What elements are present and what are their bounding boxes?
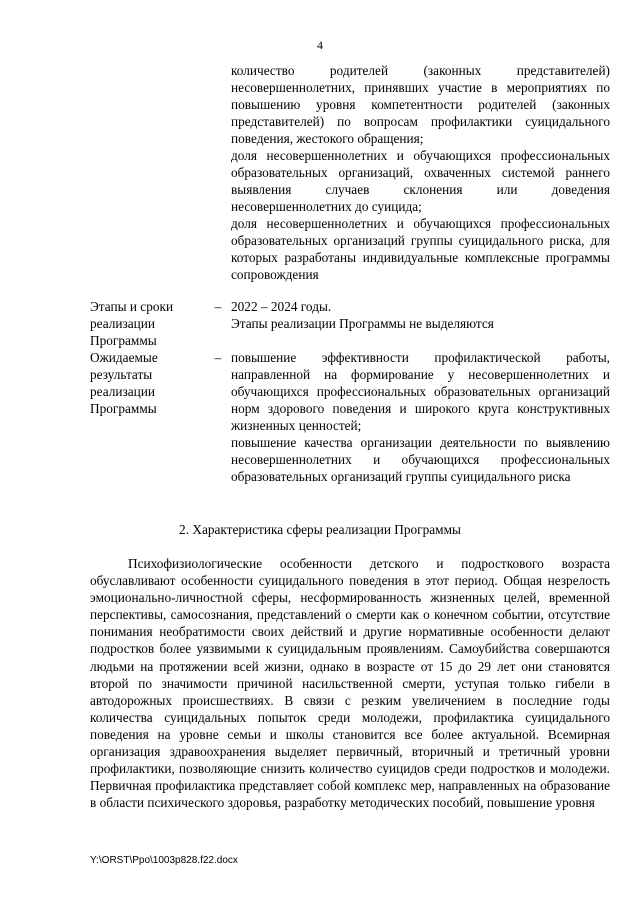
value-paragraph: 2022 – 2024 годы. [231, 299, 332, 314]
row-value [231, 298, 610, 332]
body-paragraph: Психофизиологические особенности детского и подросткового возраста обуславливают особенности суицидального поведения в этот период. Общая незрелость эмоционально-личностной сферы, несформированность жизненных целей, временной перспективы, самосознания, представлений о смерти как о конечном событии, отсутствие понимания необратимости своих действий и другие нормативные особенности делают подростков более уязвимыми к суицидальным проявлениям. Самоубийства совершаются людьми на протяжении всей жизни, однако в возрасте от 15 до 29 лет они становятся второй по значимости причиной насильственной смерти, уступая только гибели в автодорожных происшествиях. В связи с резким увеличением в последние годы количества суицидальных попыток среди молодежи, профилактика суицидального поведения на уровне семьи и школы становится все более актуальной. Всемирная организация здравоохранения выделяет первичный, вторичный и третичный уровни профилактики, позволяющие снизить количество суицидов среди подростков и молодежи. Первичная профилактика представляет собой комплекс мер, направленных на образование в области психического здоровья, разработку методических пособий, повышение уровня [90, 556, 610, 811]
row-label: Этапы и сроки реализации Программы [90, 299, 174, 348]
row-dash: – [214, 350, 222, 365]
footer-file-path: Y:\ORST\Ppo\1003p828.f22.docx [90, 855, 238, 866]
row-value [231, 349, 610, 485]
indicator-paragraph: доля несовершеннолетних и обучающихся профессиональных образовательных организаций, охваченных системой раннего выявления случаев склонения или доведения несовершеннолетних до суицида; [231, 148, 610, 214]
indicator-paragraph: количество родителей (законных представителей) несовершеннолетних, принявших участие в мероприятиях по повышению уровня компетентности родителей (законных представителей) по вопросам профилактики суицидального поведения, жестокого обращения; [231, 63, 610, 146]
row-label: Ожидаемые результаты реализации Программы [90, 350, 158, 416]
value-paragraph: Этапы реализации Программы не выделяются [231, 316, 494, 331]
passport-continuation [231, 62, 610, 283]
row-dash: – [214, 299, 222, 314]
indicator-paragraph: доля несовершеннолетних и обучающихся профессиональных образовательных организаций группы суицидального риска, для которых разработаны индивидуальные комплексные программы сопровождения [231, 216, 610, 282]
value-paragraph: повышение качества организации деятельности по выявлению несовершеннолетних и обучающихся профессиональных образовательных организаций группы суицидального риска [231, 435, 610, 484]
value-paragraph: повышение эффективности профилактической работы, направленной на формирование у несовершеннолетних и обучающихся профессиональных образовательных организаций норм здорового поведения и широкого круга конструктивных жизненных ценностей; [231, 350, 610, 433]
section-heading: 2. Характеристика сферы реализации Программы [179, 522, 461, 537]
page-number: 4 [317, 38, 323, 52]
